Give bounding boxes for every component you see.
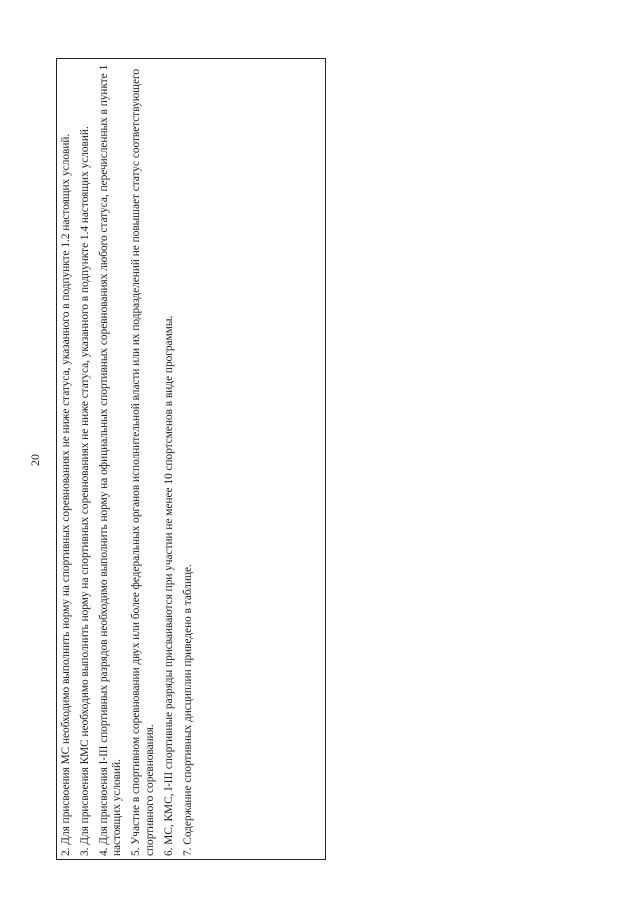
paragraph-item: 3. Для присвоения КМС необходимо выполнить норму на спортивных соревнованиях не ниже статуса, указанного в подпункте 1.4 настоящих условий. [78,126,91,856]
conditions-table [56,58,326,860]
paragraph-item: 7. Содержание спортивных дисциплин приведено в таблице. [181,564,194,856]
paragraph-item: 5. Участие в спортивном соревновании двух или более федеральных органов исполнительной власти или их подразделений не повышает статус соответствующего спортивного соревнования. [130,69,156,856]
table-rotated-frame [56,58,326,860]
table-content-cell [57,62,325,856]
paragraph-item: 6. МС, КМС, I-III спортивные разряды присваиваются при участии не менее 10 спортсменов в виде программы. [162,315,175,856]
page-number: 20 [28,454,42,466]
paragraph-item: 4. Для присвоения I-III спортивных разрядов необходимо выполнить норму на официальных спортивных соревнованиях любого статуса, перечисленных в пункте 1 настоящих условий. [97,64,124,856]
paragraph-item: 2. Для присвоения МС необходимо выполнить норму на спортивных соревнованиях не ниже статуса, указанного в подпункте 1.2 настоящих условий. [60,133,72,856]
